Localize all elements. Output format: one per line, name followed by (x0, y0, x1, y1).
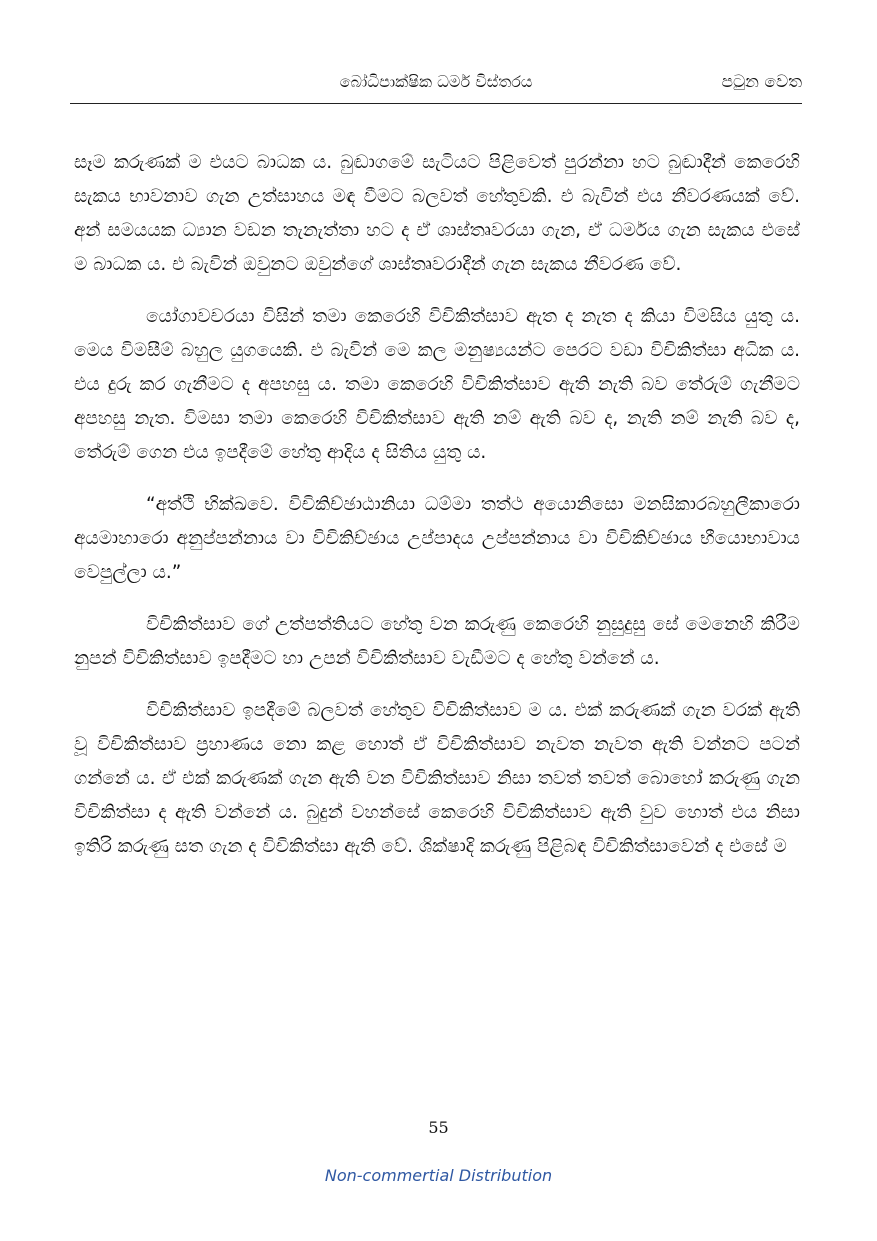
page-body (74, 146, 800, 882)
header-divider (70, 103, 802, 104)
page-header (70, 66, 802, 106)
toc-link[interactable]: පටුන වෙත (721, 72, 802, 92)
page-number: 55 (428, 1118, 449, 1137)
pali-quote: “අත්ථි භික්ඛවෙ. විචිකිච්ඡාඨානියා ධම්මා තත්ථ අයොනිසො මනසිකාරබහුලීකාරො අයමාහාරො අනුප්පන්නාය වා විචිකිච්ඡාය උප්පාදය උප්පන්නාය වා විචිකිච්ඡාය භීයොභාවාය වෙපුල්ලා ය.” (74, 494, 800, 583)
paragraph-4: විචිකිත්සාව ගේ උත්පත්තියට හේතු වන කරුණු කෙරෙහි නුසුදුසු සේ මෙනෙහි කිරීම නුපන් විචිකිත්සාව ඉපදීමට හා උපන් විචිකිත්සාව වැඩීමට ද හේතු වන්නේ ය. (74, 614, 800, 669)
paragraph-1: සෑම කරුණක් ම එයට බාධක ය. බුඬාගමේ සැටියට පිළිවෙත් පුරන්නා හට බුඬාදීන් කෙරෙහි සැකය භාවනාව ගැන උත්සාහය මඳ වීමට බලවත් හේතුවකි. එ බැවින් එය නීවරණයක් වේ. අන් සමයයක ධ්‍යාන වඩන තැනැත්තා හට ද ඒ ශාස්තෘවරයා ගැන, ඒ ධර්මය ගැන සැකය එසේ ම බාධක ය. එ බැවින් ඔවුනට ඔවුන්ගේ ශාස්තෘවරාදීන් ගැන සැකය නීවරණ වේ. (74, 152, 800, 275)
paragraph-2: යෝගාවචරයා විසින් තමා කෙරෙහි විචිකිත්සාව ඇත ද නැත ද කියා විමසිය යුතු ය. මෙය විමසීම් බහුල යුගයෙකි. එ බැවින් මෙ කල මනුෂ්‍යයන්ට පෙරට වඩා විචිකිත්සා අධික ය. එය දුරු කර ගැනීමට ද අපහසු ය. තමා කෙරෙහි විචිකිත්සාව ඇති නැති බව තේරුම් ගැනීමට අපහසු නැත. විමසා තමා කෙරෙහි විචිකිත්සාව ඇති නම් ඇති බව ද, නැති නම් නැති බව ද, තේරුම් ගෙන එය ඉපදීමේ හේතු ආදිය ද සිතිය යුතු ය. (74, 306, 800, 463)
book-title: බෝධිපාක්ෂික ධර්ම විස්තරය (339, 72, 533, 91)
paragraph-5: විචිකිත්සාව ඉපදීමේ බලවත් හේතුව විචිකිත්සාව ම ය. එක් කරුණක් ගැන වරක් ඇති වූ විචිකිත්සාව ප්‍රහාණය නො කළ හොත් ඒ විචිකිත්සාව නැවත නැවත ඇති වන්නට පටන් ගන්නේ ය. ඒ එක් කරුණක් ගැන ඇති වන විචිකිත්සාව නිසා තවත් තවත් බොහෝ කරුණු ගැන විචිකිත්සා ද ඇති වන්නේ ය. බුදුන් වහන්සේ කෙරෙහි විචිකිත්සාව ඇති වුව හොත් එය නිසා ඉතිරි කරුණු සත ගැන ද විචිකිත්සා ඇති වේ. ශික්ෂාදි කරුණු පිළිබඳ විචිකිත්සාවෙන් ද එසේ ම (74, 700, 800, 857)
footer-notice: Non-commertial Distribution (324, 1166, 553, 1185)
